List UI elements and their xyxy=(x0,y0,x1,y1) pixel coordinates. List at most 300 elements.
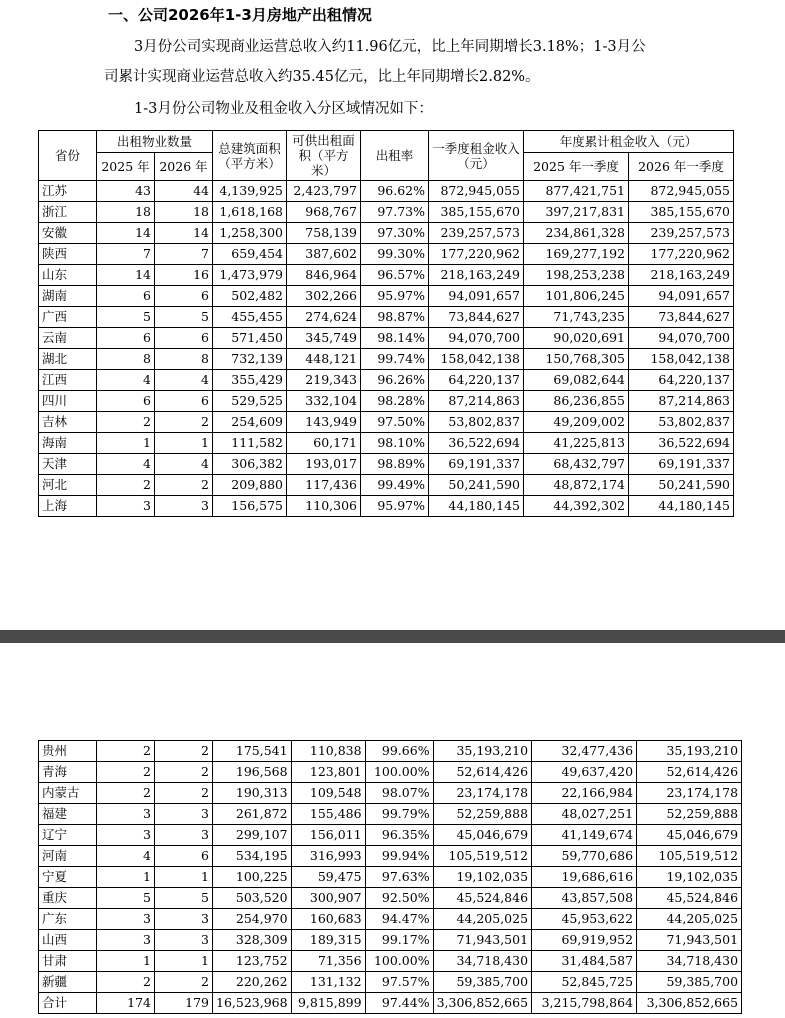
value-cell: 48,872,174 xyxy=(524,475,629,496)
value-cell: 5 xyxy=(97,307,155,328)
table-row xyxy=(39,370,734,391)
value-cell: 92.50% xyxy=(365,888,433,909)
value-cell: 59,385,700 xyxy=(433,972,531,993)
value-cell: 59,475 xyxy=(291,867,365,888)
value-cell: 99.17% xyxy=(365,930,433,951)
value-cell: 22,166,984 xyxy=(532,783,637,804)
value-cell: 97.57% xyxy=(365,972,433,993)
province-cell: 海南 xyxy=(39,433,97,454)
value-cell: 3 xyxy=(155,930,213,951)
value-cell: 49,637,420 xyxy=(532,762,637,783)
value-cell: 846,964 xyxy=(287,265,361,286)
value-cell: 158,042,138 xyxy=(429,349,524,370)
value-cell: 328,309 xyxy=(213,930,292,951)
table-row xyxy=(39,223,734,244)
table-body-page-1 xyxy=(39,181,734,517)
value-cell: 2,423,797 xyxy=(287,181,361,202)
value-cell: 98.14% xyxy=(361,328,429,349)
value-cell: 43 xyxy=(97,181,155,202)
value-cell: 97.50% xyxy=(361,412,429,433)
value-cell: 5 xyxy=(155,888,213,909)
value-cell: 2 xyxy=(97,762,155,783)
value-cell: 94,091,657 xyxy=(629,286,734,307)
value-cell: 36,522,694 xyxy=(629,433,734,454)
table-row xyxy=(39,762,742,783)
value-cell: 2 xyxy=(155,972,213,993)
value-cell: 300,907 xyxy=(291,888,365,909)
province-cell: 广东 xyxy=(39,909,97,930)
value-cell: 2 xyxy=(97,783,155,804)
value-cell: 4 xyxy=(97,454,155,475)
value-cell: 758,139 xyxy=(287,223,361,244)
value-cell: 8 xyxy=(155,349,213,370)
value-cell: 60,171 xyxy=(287,433,361,454)
value-cell: 239,257,573 xyxy=(429,223,524,244)
total-row xyxy=(39,993,742,1014)
value-cell: 254,970 xyxy=(213,909,292,930)
table-row xyxy=(39,286,734,307)
value-cell: 45,524,846 xyxy=(433,888,531,909)
province-cell: 辽宁 xyxy=(39,825,97,846)
value-cell: 64,220,137 xyxy=(629,370,734,391)
value-cell: 158,042,138 xyxy=(629,349,734,370)
value-cell: 19,686,616 xyxy=(532,867,637,888)
value-cell: 3,215,798,864 xyxy=(532,993,637,1014)
value-cell: 7 xyxy=(97,244,155,265)
province-cell: 四川 xyxy=(39,391,97,412)
value-cell: 160,683 xyxy=(291,909,365,930)
value-cell: 261,872 xyxy=(213,804,292,825)
value-cell: 3 xyxy=(97,825,155,846)
value-cell: 111,582 xyxy=(213,433,287,454)
value-cell: 52,614,426 xyxy=(637,762,742,783)
value-cell: 44,205,025 xyxy=(433,909,531,930)
value-cell: 3 xyxy=(155,909,213,930)
value-cell: 571,450 xyxy=(213,328,287,349)
header-property-count: 出租物业数量 xyxy=(97,131,213,153)
value-cell: 2 xyxy=(155,475,213,496)
value-cell: 143,949 xyxy=(287,412,361,433)
value-cell: 1 xyxy=(97,951,155,972)
value-cell: 16,523,968 xyxy=(213,993,292,1014)
value-cell: 19,102,035 xyxy=(433,867,531,888)
value-cell: 4 xyxy=(155,370,213,391)
value-cell: 5 xyxy=(155,307,213,328)
value-cell: 41,149,674 xyxy=(532,825,637,846)
value-cell: 52,614,426 xyxy=(433,762,531,783)
table-row xyxy=(39,412,734,433)
value-cell: 299,107 xyxy=(213,825,292,846)
value-cell: 53,802,837 xyxy=(629,412,734,433)
province-cell: 山西 xyxy=(39,930,97,951)
value-cell: 50,241,590 xyxy=(629,475,734,496)
value-cell: 97.30% xyxy=(361,223,429,244)
table-row xyxy=(39,307,734,328)
value-cell: 6 xyxy=(155,328,213,349)
value-cell: 98.28% xyxy=(361,391,429,412)
value-cell: 659,454 xyxy=(213,244,287,265)
table-row xyxy=(39,181,734,202)
table-row xyxy=(39,202,734,223)
value-cell: 219,343 xyxy=(287,370,361,391)
header-occupancy: 出租率 xyxy=(361,131,429,181)
value-cell: 100.00% xyxy=(365,951,433,972)
value-cell: 209,880 xyxy=(213,475,287,496)
value-cell: 3 xyxy=(155,496,213,517)
value-cell: 41,225,813 xyxy=(524,433,629,454)
value-cell: 73,844,627 xyxy=(429,307,524,328)
value-cell: 877,421,751 xyxy=(524,181,629,202)
value-cell: 175,541 xyxy=(213,741,292,762)
value-cell: 99.49% xyxy=(361,475,429,496)
value-cell: 45,046,679 xyxy=(433,825,531,846)
value-cell: 96.57% xyxy=(361,265,429,286)
value-cell: 99.79% xyxy=(365,804,433,825)
province-cell: 河南 xyxy=(39,846,97,867)
value-cell: 44,180,145 xyxy=(429,496,524,517)
value-cell: 110,838 xyxy=(291,741,365,762)
province-cell: 宁夏 xyxy=(39,867,97,888)
value-cell: 502,482 xyxy=(213,286,287,307)
value-cell: 45,046,679 xyxy=(637,825,742,846)
value-cell: 69,082,644 xyxy=(524,370,629,391)
value-cell: 95.97% xyxy=(361,496,429,517)
value-cell: 32,477,436 xyxy=(532,741,637,762)
value-cell: 98.10% xyxy=(361,433,429,454)
value-cell: 87,214,863 xyxy=(429,391,524,412)
value-cell: 274,624 xyxy=(287,307,361,328)
value-cell: 52,259,888 xyxy=(433,804,531,825)
table-row xyxy=(39,433,734,454)
value-cell: 156,011 xyxy=(291,825,365,846)
table-row xyxy=(39,328,734,349)
value-cell: 23,174,178 xyxy=(433,783,531,804)
value-cell: 177,220,962 xyxy=(629,244,734,265)
header-province: 省份 xyxy=(39,131,97,181)
summary-paragraph-line-2: 司累计实现商业运营总收入约35.45亿元，比上年同期增长2.82%。 xyxy=(104,69,540,85)
value-cell: 355,429 xyxy=(213,370,287,391)
value-cell: 98.87% xyxy=(361,307,429,328)
value-cell: 1 xyxy=(97,433,155,454)
province-cell: 浙江 xyxy=(39,202,97,223)
value-cell: 98.89% xyxy=(361,454,429,475)
value-cell: 131,132 xyxy=(291,972,365,993)
value-cell: 6 xyxy=(97,328,155,349)
value-cell: 6 xyxy=(155,846,213,867)
value-cell: 95.97% xyxy=(361,286,429,307)
value-cell: 71,743,235 xyxy=(524,307,629,328)
value-cell: 4,139,925 xyxy=(213,181,287,202)
table-row xyxy=(39,265,734,286)
table-row xyxy=(39,496,734,517)
value-cell: 2 xyxy=(155,412,213,433)
value-cell: 71,943,501 xyxy=(433,930,531,951)
value-cell: 534,195 xyxy=(213,846,292,867)
value-cell: 109,548 xyxy=(291,783,365,804)
value-cell: 1,258,300 xyxy=(213,223,287,244)
table-row xyxy=(39,349,734,370)
header-annual-rent: 年度累计租金收入（元） xyxy=(524,131,734,153)
value-cell: 94,070,700 xyxy=(429,328,524,349)
value-cell: 3 xyxy=(155,804,213,825)
value-cell: 1,473,979 xyxy=(213,265,287,286)
value-cell: 732,139 xyxy=(213,349,287,370)
value-cell: 14 xyxy=(97,265,155,286)
value-cell: 1 xyxy=(97,867,155,888)
value-cell: 169,277,192 xyxy=(524,244,629,265)
header-annual-2026: 2026 年一季度 xyxy=(629,152,734,180)
value-cell: 1,618,168 xyxy=(213,202,287,223)
value-cell: 9,815,899 xyxy=(291,993,365,1014)
province-cell: 江西 xyxy=(39,370,97,391)
value-cell: 345,749 xyxy=(287,328,361,349)
value-cell: 44,392,302 xyxy=(524,496,629,517)
value-cell: 99.74% xyxy=(361,349,429,370)
value-cell: 6 xyxy=(97,391,155,412)
value-cell: 385,155,670 xyxy=(629,202,734,223)
value-cell: 234,861,328 xyxy=(524,223,629,244)
value-cell: 99.94% xyxy=(365,846,433,867)
province-cell: 湖北 xyxy=(39,349,97,370)
table-row xyxy=(39,909,742,930)
value-cell: 218,163,249 xyxy=(629,265,734,286)
province-cell: 山东 xyxy=(39,265,97,286)
value-cell: 50,241,590 xyxy=(429,475,524,496)
value-cell: 48,027,251 xyxy=(532,804,637,825)
value-cell: 3 xyxy=(97,804,155,825)
value-cell: 64,220,137 xyxy=(429,370,524,391)
value-cell: 90,020,691 xyxy=(524,328,629,349)
value-cell: 99.30% xyxy=(361,244,429,265)
value-cell: 96.26% xyxy=(361,370,429,391)
rental-income-table-page-2 xyxy=(38,740,742,1014)
value-cell: 31,484,587 xyxy=(532,951,637,972)
province-cell: 青海 xyxy=(39,762,97,783)
value-cell: 4 xyxy=(155,454,213,475)
value-cell: 49,209,002 xyxy=(524,412,629,433)
value-cell: 455,455 xyxy=(213,307,287,328)
value-cell: 110,306 xyxy=(287,496,361,517)
value-cell: 2 xyxy=(155,741,213,762)
value-cell: 2 xyxy=(97,741,155,762)
table-row xyxy=(39,846,742,867)
value-cell: 35,193,210 xyxy=(433,741,531,762)
value-cell: 387,602 xyxy=(287,244,361,265)
value-cell: 239,257,573 xyxy=(629,223,734,244)
header-count-2025: 2025 年 xyxy=(97,152,155,180)
summary-paragraph-line-1: 3月份公司实现商业运营总收入约11.96亿元，比上年同期增长3.18%；1-3月公 xyxy=(134,39,646,55)
value-cell: 2 xyxy=(97,412,155,433)
value-cell: 6 xyxy=(155,286,213,307)
value-cell: 44,205,025 xyxy=(637,909,742,930)
value-cell: 3 xyxy=(155,825,213,846)
table-row xyxy=(39,244,734,265)
value-cell: 4 xyxy=(97,370,155,391)
table-row xyxy=(39,825,742,846)
value-cell: 18 xyxy=(155,202,213,223)
value-cell: 68,432,797 xyxy=(524,454,629,475)
value-cell: 316,993 xyxy=(291,846,365,867)
province-cell: 江苏 xyxy=(39,181,97,202)
value-cell: 1 xyxy=(155,433,213,454)
value-cell: 6 xyxy=(97,286,155,307)
table-row xyxy=(39,804,742,825)
value-cell: 69,191,337 xyxy=(629,454,734,475)
value-cell: 14 xyxy=(97,223,155,244)
header-annual-2025: 2025 年一季度 xyxy=(524,152,629,180)
value-cell: 69,191,337 xyxy=(429,454,524,475)
value-cell: 59,385,700 xyxy=(637,972,742,993)
value-cell: 397,217,831 xyxy=(524,202,629,223)
value-cell: 44,180,145 xyxy=(629,496,734,517)
value-cell: 1 xyxy=(155,951,213,972)
table-row xyxy=(39,783,742,804)
province-cell: 安徽 xyxy=(39,223,97,244)
value-cell: 193,017 xyxy=(287,454,361,475)
value-cell: 71,356 xyxy=(291,951,365,972)
value-cell: 302,266 xyxy=(287,286,361,307)
value-cell: 105,519,512 xyxy=(433,846,531,867)
value-cell: 87,214,863 xyxy=(629,391,734,412)
province-cell: 天津 xyxy=(39,454,97,475)
value-cell: 2 xyxy=(97,972,155,993)
value-cell: 2 xyxy=(155,762,213,783)
province-cell: 湖南 xyxy=(39,286,97,307)
province-cell: 吉林 xyxy=(39,412,97,433)
value-cell: 71,943,501 xyxy=(637,930,742,951)
value-cell: 3,306,852,665 xyxy=(433,993,531,1014)
value-cell: 100.00% xyxy=(365,762,433,783)
value-cell: 529,525 xyxy=(213,391,287,412)
value-cell: 44 xyxy=(155,181,213,202)
value-cell: 99.66% xyxy=(365,741,433,762)
value-cell: 190,313 xyxy=(213,783,292,804)
province-cell: 河北 xyxy=(39,475,97,496)
province-cell: 贵州 xyxy=(39,741,97,762)
province-cell: 上海 xyxy=(39,496,97,517)
table-body-page-2 xyxy=(39,741,742,1014)
value-cell: 155,486 xyxy=(291,804,365,825)
header-gross-area: 总建筑面积（平方米） xyxy=(213,131,287,181)
value-cell: 97.44% xyxy=(365,993,433,1014)
value-cell: 96.62% xyxy=(361,181,429,202)
value-cell: 2 xyxy=(97,475,155,496)
value-cell: 503,520 xyxy=(213,888,292,909)
table-row xyxy=(39,391,734,412)
value-cell: 123,752 xyxy=(213,951,292,972)
value-cell: 2 xyxy=(155,783,213,804)
province-cell: 重庆 xyxy=(39,888,97,909)
value-cell: 19,102,035 xyxy=(637,867,742,888)
value-cell: 14 xyxy=(155,223,213,244)
value-cell: 7 xyxy=(155,244,213,265)
value-cell: 3,306,852,665 xyxy=(637,993,742,1014)
table-row xyxy=(39,930,742,951)
province-cell: 云南 xyxy=(39,328,97,349)
value-cell: 98.07% xyxy=(365,783,433,804)
value-cell: 96.35% xyxy=(365,825,433,846)
province-cell: 福建 xyxy=(39,804,97,825)
value-cell: 5 xyxy=(97,888,155,909)
value-cell: 150,768,305 xyxy=(524,349,629,370)
value-cell: 8 xyxy=(97,349,155,370)
value-cell: 52,259,888 xyxy=(637,804,742,825)
value-cell: 97.73% xyxy=(361,202,429,223)
value-cell: 36,522,694 xyxy=(429,433,524,454)
value-cell: 1 xyxy=(155,867,213,888)
value-cell: 4 xyxy=(97,846,155,867)
value-cell: 16 xyxy=(155,265,213,286)
value-cell: 18 xyxy=(97,202,155,223)
page-break-bar xyxy=(0,630,785,643)
table-row xyxy=(39,888,742,909)
value-cell: 332,104 xyxy=(287,391,361,412)
table-intro-text: 1-3月份公司物业及租金收入分区域情况如下： xyxy=(134,101,433,117)
table-row xyxy=(39,475,734,496)
value-cell: 872,945,055 xyxy=(429,181,524,202)
value-cell: 385,155,670 xyxy=(429,202,524,223)
header-leasable-area: 可供出租面积（平方米） xyxy=(287,131,361,181)
value-cell: 448,121 xyxy=(287,349,361,370)
value-cell: 123,801 xyxy=(291,762,365,783)
value-cell: 218,163,249 xyxy=(429,265,524,286)
province-cell: 甘肃 xyxy=(39,951,97,972)
header-q1-rent: 一季度租金收入（元） xyxy=(429,131,524,181)
province-cell: 陕西 xyxy=(39,244,97,265)
value-cell: 94,091,657 xyxy=(429,286,524,307)
value-cell: 179 xyxy=(155,993,213,1014)
value-cell: 968,767 xyxy=(287,202,361,223)
value-cell: 45,953,622 xyxy=(532,909,637,930)
value-cell: 198,253,238 xyxy=(524,265,629,286)
value-cell: 100,225 xyxy=(213,867,292,888)
rental-income-table-page-1 xyxy=(38,130,734,517)
table-row xyxy=(39,867,742,888)
value-cell: 52,845,725 xyxy=(532,972,637,993)
value-cell: 3 xyxy=(97,909,155,930)
value-cell: 105,519,512 xyxy=(637,846,742,867)
table-row xyxy=(39,951,742,972)
value-cell: 196,568 xyxy=(213,762,292,783)
section-heading: 一、公司2026年1-3月房地产出租情况 xyxy=(108,6,372,24)
value-cell: 306,382 xyxy=(213,454,287,475)
value-cell: 6 xyxy=(155,391,213,412)
value-cell: 189,315 xyxy=(291,930,365,951)
value-cell: 97.63% xyxy=(365,867,433,888)
value-cell: 43,857,508 xyxy=(532,888,637,909)
table-row xyxy=(39,972,742,993)
value-cell: 86,236,855 xyxy=(524,391,629,412)
value-cell: 23,174,178 xyxy=(637,783,742,804)
value-cell: 59,770,686 xyxy=(532,846,637,867)
value-cell: 117,436 xyxy=(287,475,361,496)
value-cell: 174 xyxy=(97,993,155,1014)
value-cell: 872,945,055 xyxy=(629,181,734,202)
value-cell: 45,524,846 xyxy=(637,888,742,909)
table-row xyxy=(39,741,742,762)
province-cell: 新疆 xyxy=(39,972,97,993)
value-cell: 35,193,210 xyxy=(637,741,742,762)
province-cell: 内蒙古 xyxy=(39,783,97,804)
value-cell: 177,220,962 xyxy=(429,244,524,265)
header-count-2026: 2026 年 xyxy=(155,152,213,180)
value-cell: 94,070,700 xyxy=(629,328,734,349)
province-cell: 广西 xyxy=(39,307,97,328)
value-cell: 101,806,245 xyxy=(524,286,629,307)
value-cell: 73,844,627 xyxy=(629,307,734,328)
value-cell: 156,575 xyxy=(213,496,287,517)
value-cell: 94.47% xyxy=(365,909,433,930)
